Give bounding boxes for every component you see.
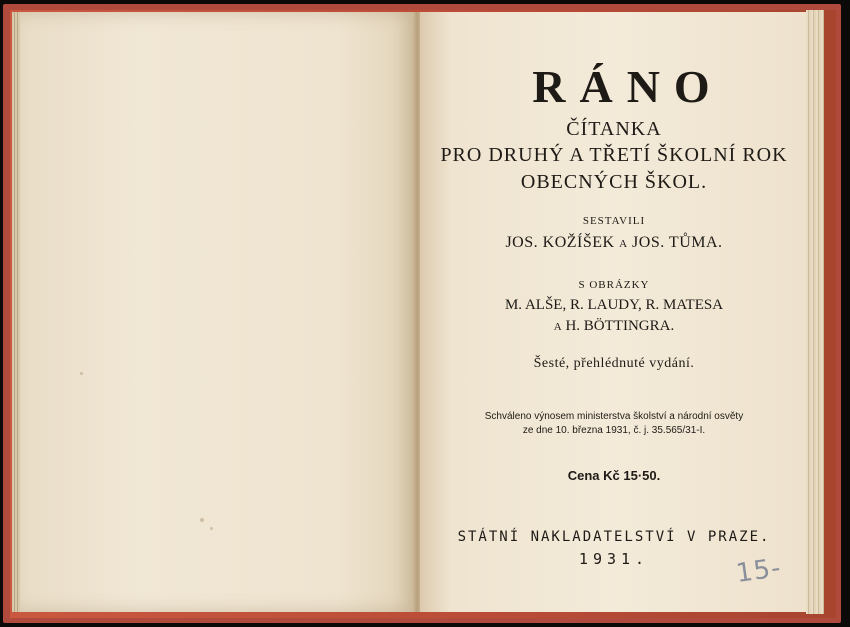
approval-line-1: Schváleno výnosem ministerstva školství a národní osvěty [484,411,744,422]
author-1: JOS. KOŽÍŠEK [505,234,615,251]
subtitle-line-1: ČÍTANKA [566,118,662,140]
author-2: JOS. TŮMA. [632,234,723,251]
book-title: RÁNO [532,61,724,112]
edition-note: Šesté, přehlédnuté vydání. [533,356,695,371]
illustrations-label: S OBRÁZKY [578,279,650,291]
approval-line-2: ze dne 10. března 1931, č. j. 35.565/31-I. [522,425,706,436]
left-page-edges [12,12,20,612]
author-connector: A [619,238,628,250]
paper-spot [200,518,204,522]
subtitle-line-2: PRO DRUHÝ A TŘETÍ ŠKOLNÍ ROK [440,144,788,166]
illustrators-connector: A [553,321,562,333]
handwritten-pencil-note: 15- [734,552,784,590]
paper-spot [80,372,83,375]
authors-line [420,234,808,252]
title-page-content [420,12,808,612]
price: Cena Kč 15·50. [567,468,661,483]
paper-spot [210,527,213,530]
illustrator-last: H. BÖTTINGRA. [565,318,675,334]
illustrators-line-2 [420,318,808,335]
publication-year: 1931. [578,550,650,568]
publisher: STÁTNÍ NAKLADATELSTVÍ V PRAZE. [457,529,771,545]
illustrators-line-1: M. ALŠE, R. LAUDY, R. MATESA [504,297,724,313]
left-blank-page [20,12,416,612]
subtitle-line-3: OBECNÝCH ŠKOL. [520,171,708,193]
compiled-by-label: SESTAVILI [582,215,646,227]
